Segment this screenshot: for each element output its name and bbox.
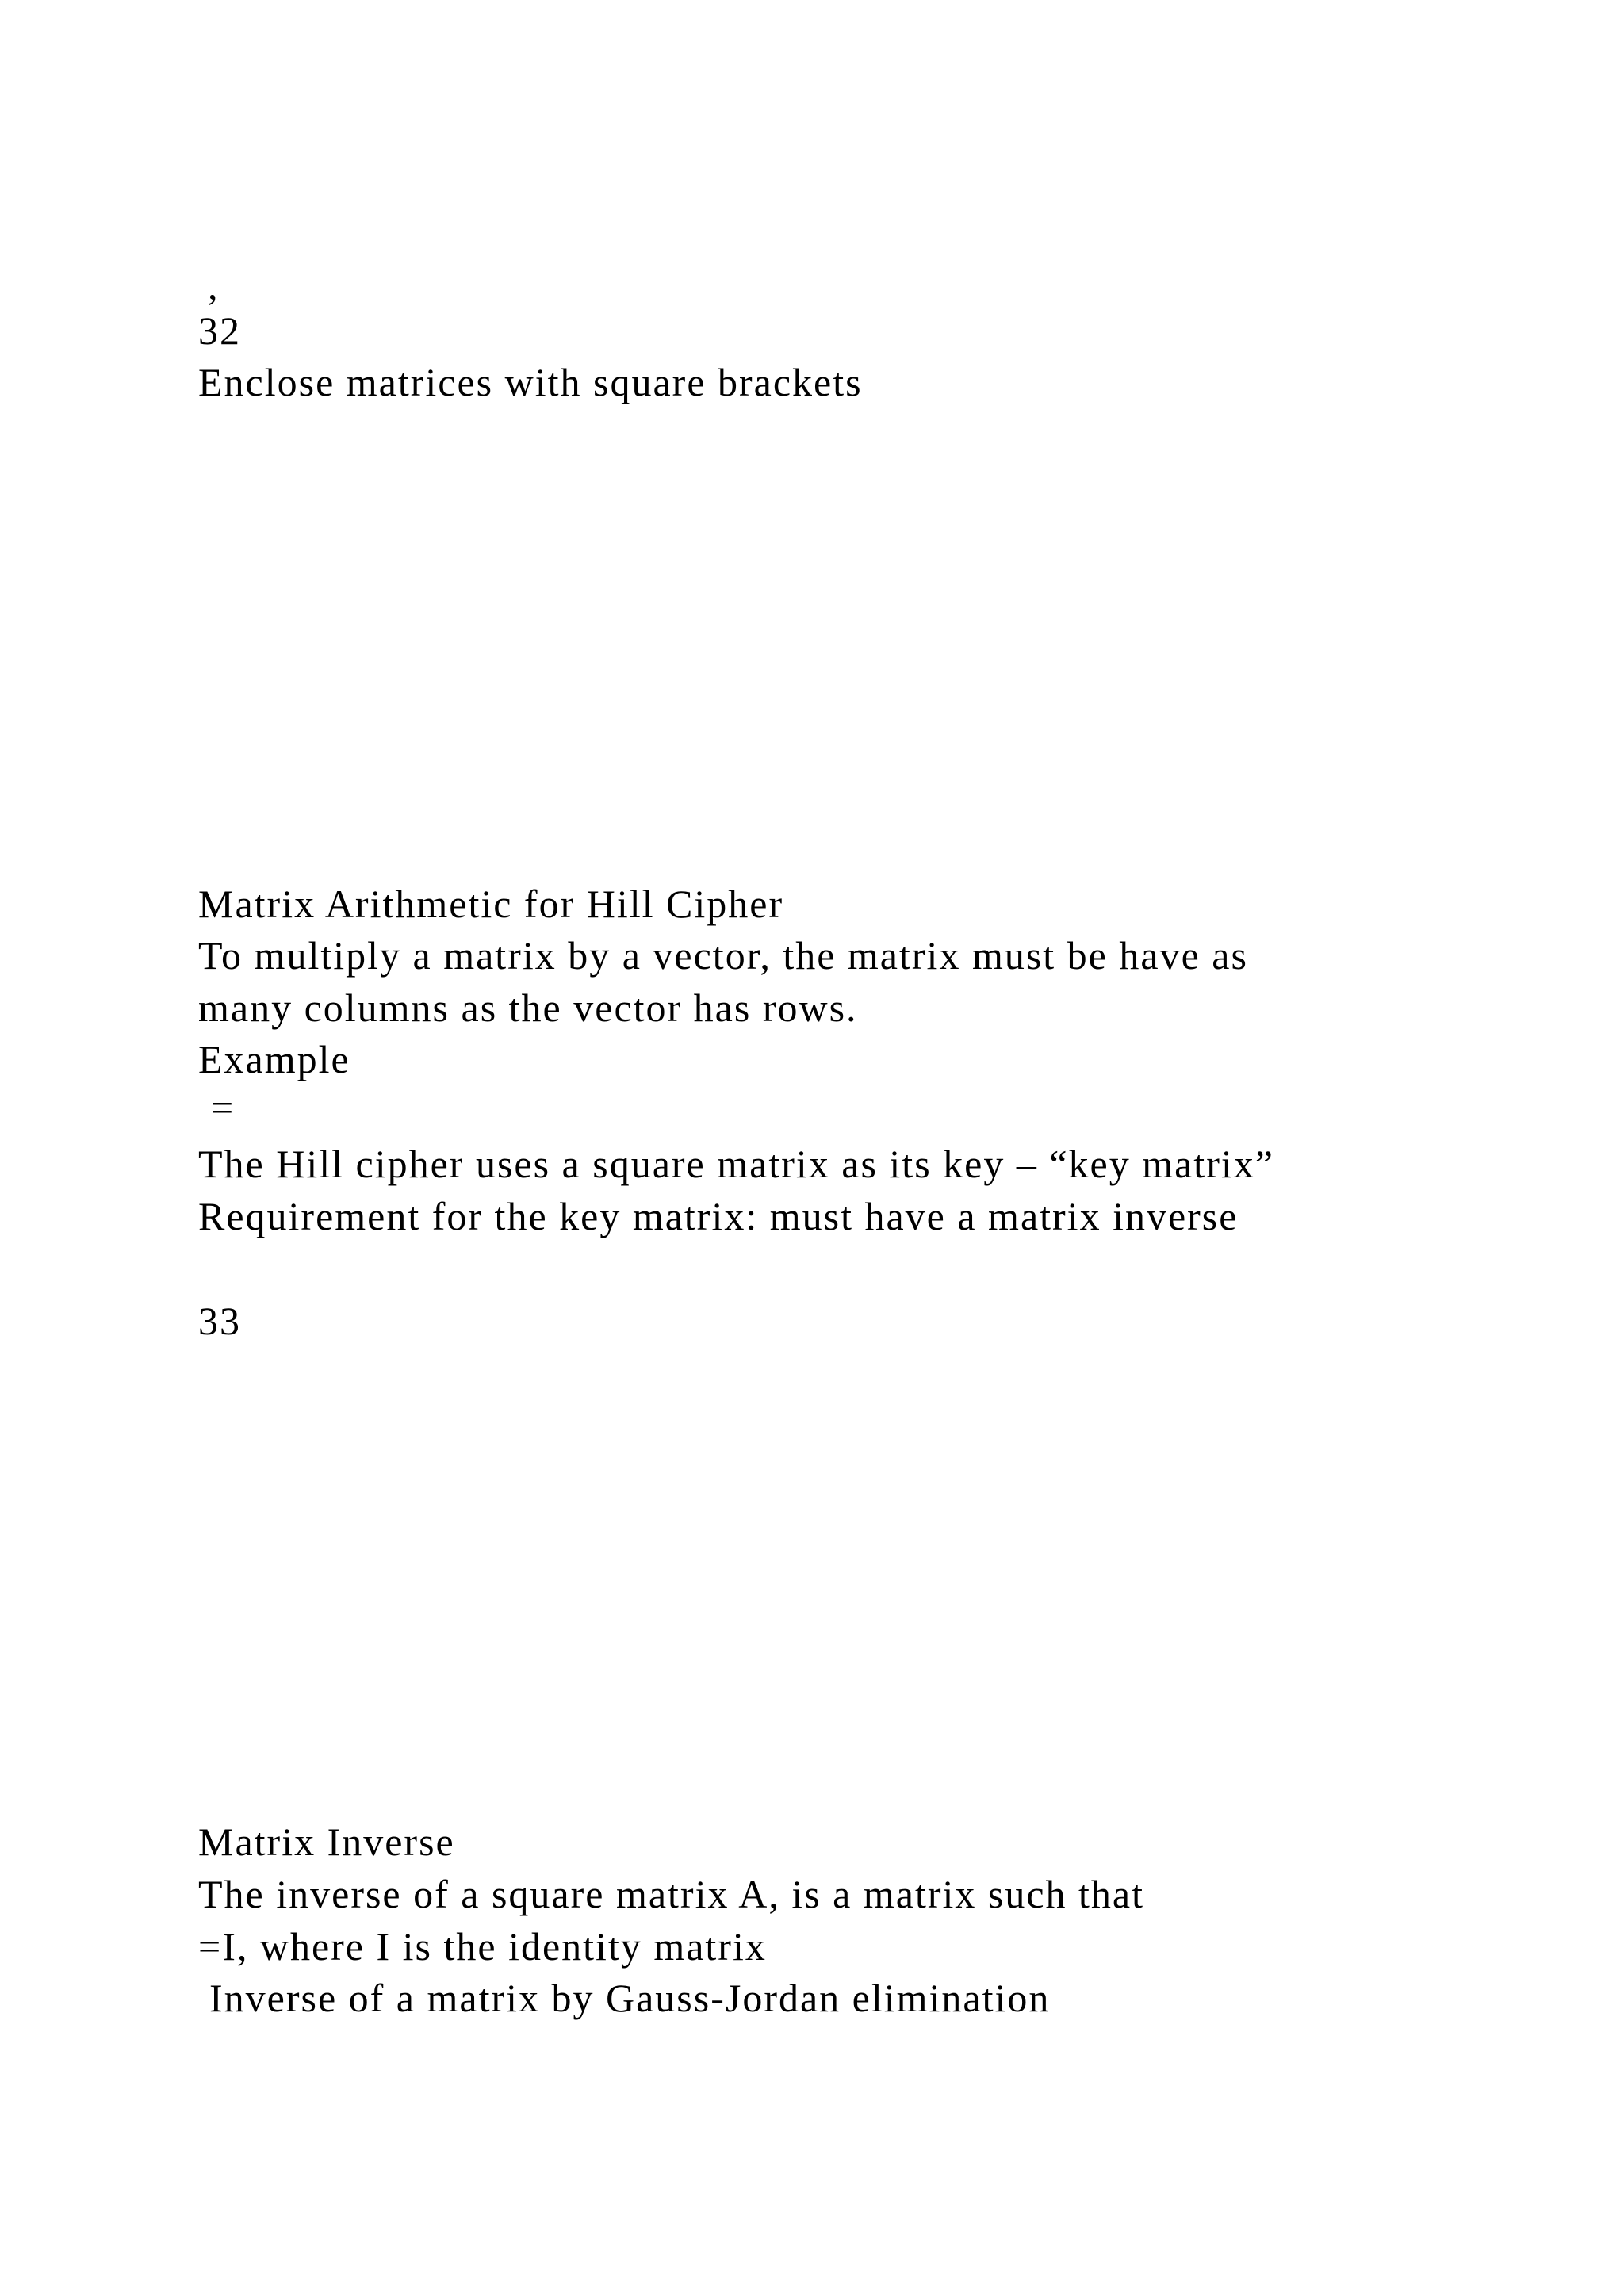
key-matrix-line: The Hill cipher uses a square matrix as its key – “key matrix” [198, 1142, 1274, 1186]
example-label: Example [198, 1037, 350, 1081]
inverse-definition-line-2: =I, where I is the identity matrix [198, 1924, 767, 1969]
multiply-rule-line-1: To multiply a matrix by a vector, the matrix must be have as [198, 933, 1248, 978]
equals-sign: = [211, 1085, 236, 1130]
stray-comma: , [208, 263, 220, 308]
key-requirement-line: Requirement for the key matrix: must have a matrix inverse [198, 1194, 1239, 1238]
multiply-rule-line-2: many columns as the vector has rows. [198, 985, 858, 1030]
inverse-definition-line-1: The inverse of a square matrix A, is a matrix such that [198, 1872, 1145, 1916]
slide-number-33: 33 [198, 1299, 241, 1343]
slide-number-32: 32 [198, 308, 241, 353]
gauss-jordan-line: Inverse of a matrix by Gauss-Jordan elimination [209, 1976, 1051, 2020]
bracket-instruction: Enclose matrices with square brackets [198, 360, 863, 404]
matrix-inverse-title: Matrix Inverse [198, 1820, 455, 1864]
hill-cipher-title: Matrix Arithmetic for Hill Cipher [198, 882, 784, 926]
